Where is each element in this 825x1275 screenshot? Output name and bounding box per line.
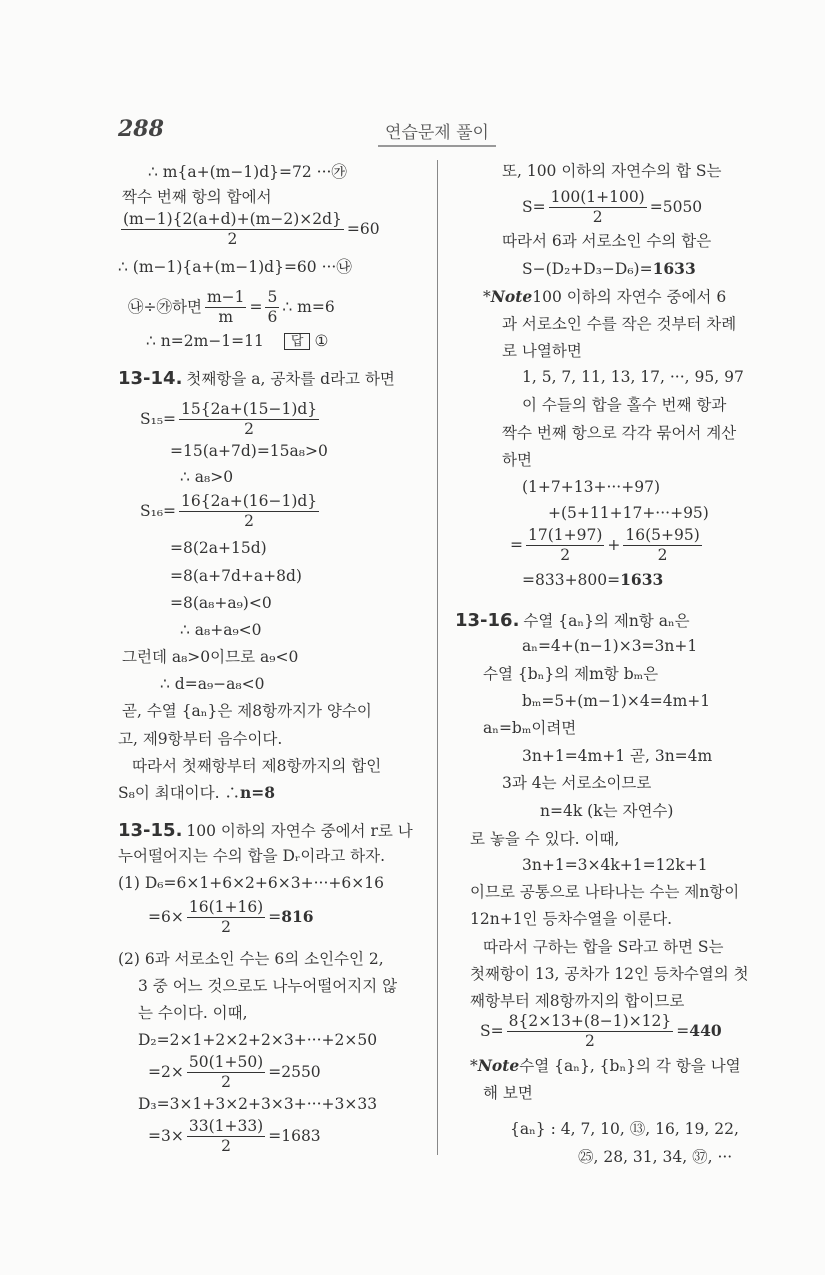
right-text-line bbox=[548, 504, 709, 523]
text: S₁₅= bbox=[140, 409, 177, 428]
right-text-line bbox=[522, 396, 726, 415]
left-text-line bbox=[118, 784, 275, 803]
denominator: 2 bbox=[560, 545, 571, 564]
text: 3 중 어느 것으로도 나누어떨어지지 않 bbox=[138, 977, 398, 995]
answer-box: 답 bbox=[284, 333, 311, 351]
right-text-line bbox=[483, 719, 576, 738]
right-text-line bbox=[522, 692, 710, 711]
text: S₁₆= bbox=[140, 501, 177, 520]
text: ㉕, 28, 31, 34, ㊲, ··· bbox=[578, 1148, 733, 1166]
numerator: 15{2a+(15−1)d} bbox=[181, 400, 318, 418]
right-text-line bbox=[455, 610, 690, 632]
text: = bbox=[510, 535, 523, 554]
left-text-line bbox=[148, 163, 347, 182]
text: ∴ a₈+a₉<0 bbox=[180, 621, 262, 639]
text: 그런데 a₈>0이므로 a₉<0 bbox=[122, 648, 299, 666]
text: aₙ=bₘ이려면 bbox=[483, 719, 577, 737]
text: 첫째항을 a, 공차를 d라고 하면 bbox=[186, 369, 395, 388]
text: aₙ=4+(n−1)×3=3n+1 bbox=[522, 637, 698, 655]
text: 수열 {aₙ}의 제n항 aₙ은 bbox=[523, 611, 690, 630]
text: 3n+1=4m+1 곧, 3n=4m bbox=[522, 747, 713, 765]
text: =15(a+7d)=15a₈>0 bbox=[170, 442, 328, 460]
text: = bbox=[676, 1021, 690, 1040]
text: (1+7+13+···+97) bbox=[522, 478, 660, 496]
answer-value: 816 bbox=[281, 906, 314, 926]
left-text-line bbox=[128, 288, 335, 326]
text: =8(a₈+a₉)<0 bbox=[170, 594, 272, 612]
right-text-line bbox=[502, 424, 736, 443]
text: ㉯÷㉮하면 bbox=[128, 297, 202, 316]
right-text-line bbox=[470, 965, 749, 984]
problem-number: 13-16. bbox=[455, 610, 520, 631]
left-text-line bbox=[160, 675, 264, 694]
denominator: 2 bbox=[585, 1031, 595, 1050]
right-text-line bbox=[522, 260, 696, 279]
fraction bbox=[526, 526, 604, 564]
text: = bbox=[249, 297, 263, 316]
fraction bbox=[187, 1053, 265, 1091]
text: +(5+11+17+···+95) bbox=[548, 504, 709, 522]
text: 짝수 번째 항으로 각각 묶어서 계산 bbox=[502, 424, 737, 442]
text: 수열 {aₙ}, {bₙ}의 각 항을 나열 bbox=[519, 1057, 741, 1075]
text: 과 서로소인 수를 작은 것부터 차례 bbox=[502, 315, 737, 333]
left-text-line bbox=[122, 188, 272, 207]
left-text-line bbox=[170, 442, 328, 461]
text: * bbox=[483, 288, 491, 306]
left-text-line bbox=[140, 492, 322, 530]
right-text-line bbox=[522, 478, 660, 497]
text: ∴ n=2m−1=11 bbox=[146, 332, 264, 350]
text: 째항부터 제8항까지의 합이므로 bbox=[470, 992, 685, 1010]
left-text-line bbox=[132, 757, 381, 776]
text: 로 놓을 수 있다. 이때, bbox=[470, 830, 620, 848]
text: n=4k (k는 자연수) bbox=[540, 802, 674, 820]
denominator: m bbox=[218, 307, 234, 326]
right-text-line bbox=[522, 571, 663, 590]
text: =833+800= bbox=[522, 571, 621, 589]
text: 100 이하의 자연수 중에서 6 bbox=[532, 288, 727, 306]
text: 수열 {bₙ}의 제m항 bₘ은 bbox=[483, 665, 659, 683]
text: =2× bbox=[148, 1062, 184, 1081]
denominator: 2 bbox=[221, 917, 231, 936]
numerator: 100(1+100) bbox=[550, 188, 645, 206]
fraction bbox=[507, 1012, 674, 1050]
right-text-line bbox=[522, 856, 708, 875]
answer-value: 440 bbox=[689, 1020, 722, 1040]
note-label: Note bbox=[490, 287, 533, 306]
denominator: 2 bbox=[244, 511, 255, 530]
denominator: 2 bbox=[244, 419, 255, 438]
denominator: 2 bbox=[592, 207, 603, 226]
answer-value: 1633 bbox=[620, 570, 664, 589]
fraction bbox=[187, 898, 265, 936]
numerator: 16(5+95) bbox=[625, 526, 700, 544]
problem-number: 13-14. bbox=[118, 368, 183, 389]
text: =2550 bbox=[268, 1062, 321, 1081]
left-text-line bbox=[118, 258, 352, 277]
text: 짝수 번째 항의 합에서 bbox=[122, 188, 272, 206]
text: 로 나열하면 bbox=[502, 342, 582, 360]
right-text-line bbox=[578, 1148, 732, 1167]
text: 3과 4는 서로소이므로 bbox=[502, 774, 652, 792]
left-text-line bbox=[138, 1031, 377, 1050]
left-text-line bbox=[148, 1117, 321, 1155]
text: 따라서 첫째항부터 제8항까지의 합인 bbox=[132, 757, 382, 775]
right-text-line bbox=[480, 1012, 722, 1050]
left-text-line bbox=[118, 874, 384, 893]
right-text-line bbox=[522, 188, 702, 226]
right-text-line bbox=[510, 1120, 739, 1139]
answer-value: 1633 bbox=[652, 259, 696, 278]
right-text-line bbox=[483, 938, 724, 957]
right-text-line bbox=[502, 342, 582, 361]
left-text-line bbox=[118, 820, 413, 842]
right-text-line bbox=[470, 830, 619, 849]
numerator: 50(1+50) bbox=[188, 1053, 264, 1071]
text: 하면 bbox=[502, 451, 532, 469]
denominator: 2 bbox=[221, 1072, 231, 1091]
column-divider bbox=[437, 160, 438, 1155]
right-text-line bbox=[522, 747, 712, 766]
text: 이므로 공통으로 나타나는 수는 제n항이 bbox=[470, 883, 740, 901]
fraction bbox=[265, 288, 279, 326]
text: =8(a+7d+a+8d) bbox=[170, 567, 302, 585]
denominator: 6 bbox=[267, 307, 278, 326]
left-text-line bbox=[170, 539, 267, 558]
text: 고, 제9항부터 음수이다. bbox=[118, 730, 283, 748]
text: = bbox=[268, 907, 282, 926]
note-label: Note bbox=[477, 1056, 520, 1075]
text: * bbox=[470, 1057, 478, 1075]
left-text-line bbox=[148, 1053, 321, 1091]
text: =6× bbox=[148, 907, 184, 926]
text: 는 수이다. 이때, bbox=[138, 1004, 248, 1022]
left-text-line bbox=[118, 847, 385, 866]
left-text-line bbox=[122, 648, 298, 667]
problem-number: 13-15. bbox=[118, 820, 183, 841]
right-text-line bbox=[502, 162, 722, 181]
right-text-line bbox=[540, 802, 673, 821]
text: (2) 6과 서로소인 수는 6의 소인수인 2, bbox=[118, 950, 384, 968]
left-text-line bbox=[118, 210, 380, 248]
text: 또, 100 이하의 자연수의 합 S는 bbox=[502, 162, 722, 180]
text: + bbox=[607, 535, 621, 554]
right-text-line bbox=[483, 1084, 533, 1103]
right-text-line bbox=[483, 665, 658, 684]
left-text-line bbox=[138, 977, 397, 996]
fraction bbox=[187, 1117, 265, 1155]
right-text-line bbox=[470, 1057, 741, 1076]
left-text-line bbox=[180, 468, 233, 487]
left-text-line bbox=[118, 368, 395, 390]
left-text-line bbox=[118, 950, 384, 969]
numerator: 16(1+16) bbox=[188, 898, 264, 916]
left-text-line bbox=[138, 1095, 377, 1114]
text: =5050 bbox=[649, 197, 703, 216]
text: {aₙ} : 4, 7, 10, ⑬, 16, 19, 22, bbox=[510, 1120, 739, 1138]
denominator: 2 bbox=[221, 1136, 231, 1155]
text: ① bbox=[314, 332, 329, 350]
numerator: 5 bbox=[267, 288, 278, 306]
text: D₃=3×1+3×2+3×3+···+3×33 bbox=[138, 1095, 378, 1113]
right-text-line bbox=[502, 451, 532, 470]
left-text-line bbox=[140, 400, 322, 438]
fraction bbox=[205, 288, 247, 326]
answer-value: n=8 bbox=[239, 783, 276, 802]
left-text-line bbox=[180, 621, 262, 640]
text: S₈이 최대이다. ∴ bbox=[118, 784, 240, 802]
numerator: 33(1+33) bbox=[188, 1117, 264, 1135]
right-text-line bbox=[502, 315, 736, 334]
text: 첫째항이 13, 공차가 12인 등차수열의 첫 bbox=[470, 965, 749, 983]
text: ∴ a₈>0 bbox=[180, 468, 234, 486]
left-text-line bbox=[118, 730, 282, 749]
page-title: 연습문제 풀이 bbox=[378, 118, 496, 147]
left-text-line bbox=[170, 567, 302, 586]
text: ∴ (m−1){a+(m−1)d}=60 ···㉯ bbox=[118, 258, 352, 276]
text: 곧, 수열 {aₙ}은 제8항까지가 양수이 bbox=[122, 702, 372, 720]
right-text-line bbox=[470, 992, 684, 1011]
fraction bbox=[549, 188, 647, 226]
numerator: 8{2×13+(8−1)×12} bbox=[508, 1012, 672, 1030]
right-text-line bbox=[510, 526, 705, 564]
text: =8(2a+15d) bbox=[170, 539, 267, 557]
denominator: 2 bbox=[657, 545, 668, 564]
text: S= bbox=[480, 1021, 504, 1040]
text: 따라서 구하는 합을 S라고 하면 S는 bbox=[483, 938, 724, 956]
text: 1, 5, 7, 11, 13, 17, ···, 95, 97 bbox=[522, 368, 744, 386]
fraction bbox=[179, 492, 319, 530]
right-text-line bbox=[522, 637, 697, 656]
text: 12n+1인 등차수열을 이룬다. bbox=[470, 910, 673, 928]
right-text-line bbox=[502, 232, 711, 251]
right-text-line bbox=[470, 883, 739, 902]
right-text-line bbox=[522, 368, 744, 387]
text: (1) D₆=6×1+6×2+6×3+···+6×16 bbox=[118, 874, 384, 892]
text: ∴ d=a₉−a₈<0 bbox=[160, 675, 265, 693]
text: 해 보면 bbox=[483, 1084, 533, 1102]
fraction bbox=[623, 526, 701, 564]
text: 이 수들의 합을 홀수 번째 항과 bbox=[522, 396, 727, 414]
text: S−(D₂+D₃−D₆)= bbox=[522, 260, 653, 278]
left-text-line bbox=[146, 332, 328, 351]
left-text-line bbox=[148, 898, 314, 936]
text: =3× bbox=[148, 1126, 184, 1145]
denominator: 2 bbox=[227, 229, 238, 248]
text: =60 bbox=[346, 219, 380, 238]
numerator: 17(1+97) bbox=[528, 526, 603, 544]
numerator: 16{2a+(16−1)d} bbox=[181, 492, 318, 510]
text: D₂=2×1+2×2+2×3+···+2×50 bbox=[138, 1031, 378, 1049]
fraction bbox=[179, 400, 319, 438]
numerator: m−1 bbox=[206, 288, 245, 306]
right-text-line bbox=[483, 288, 726, 307]
text: 3n+1=3×4k+1=12k+1 bbox=[522, 856, 708, 874]
text: =1683 bbox=[268, 1126, 321, 1145]
text: ∴ m{a+(m−1)d}=72 ···㉮ bbox=[148, 163, 347, 181]
left-text-line bbox=[138, 1004, 248, 1023]
text: 100 이하의 자연수 중에서 r로 나 bbox=[186, 821, 413, 840]
right-text-line bbox=[502, 774, 651, 793]
left-text-line bbox=[122, 702, 372, 721]
text: S= bbox=[522, 197, 546, 216]
text: 누어떨어지는 수의 합을 Dᵣ이라고 하자. bbox=[118, 847, 386, 865]
text: 따라서 6과 서로소인 수의 합은 bbox=[502, 232, 712, 250]
numerator: (m−1){2(a+d)+(m−2)×2d} bbox=[123, 210, 342, 228]
page-number: 288 bbox=[118, 116, 164, 142]
right-text-line bbox=[470, 910, 672, 929]
fraction bbox=[121, 210, 344, 248]
left-text-line bbox=[170, 594, 272, 613]
text: bₘ=5+(m−1)×4=4m+1 bbox=[522, 692, 711, 710]
text: ∴ m=6 bbox=[282, 297, 335, 316]
